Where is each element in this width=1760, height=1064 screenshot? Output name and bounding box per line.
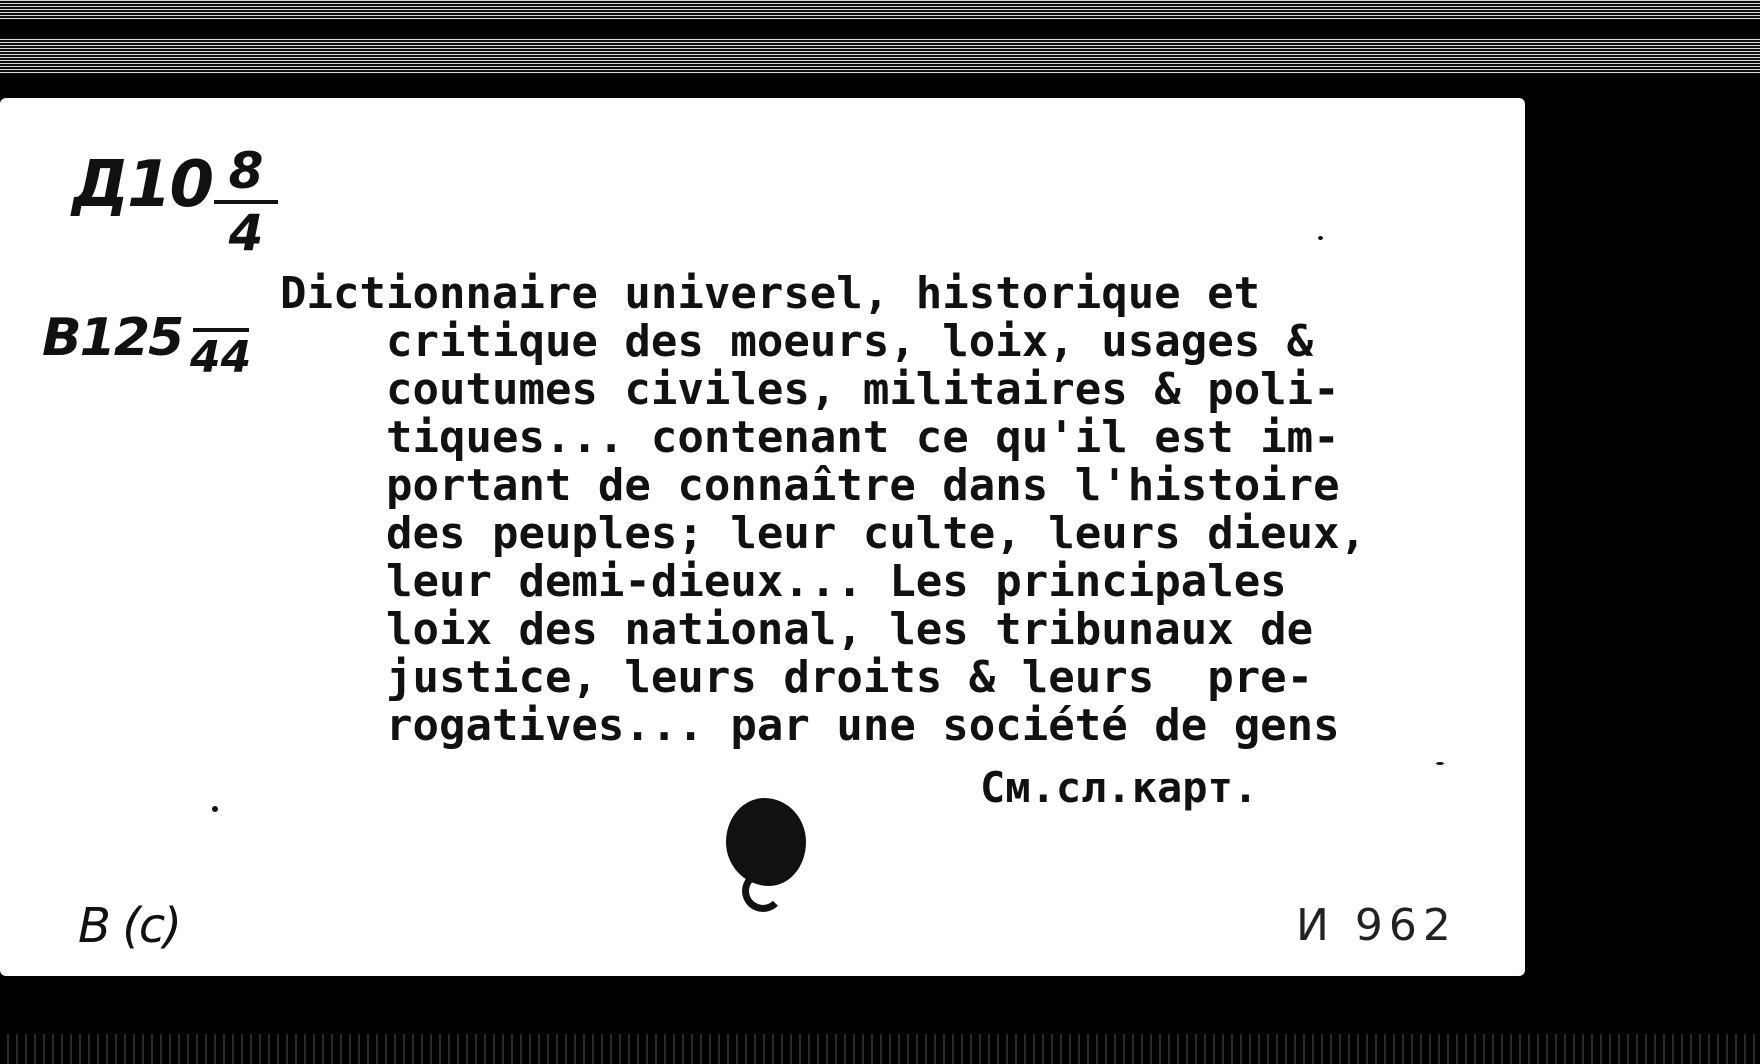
secondary-fraction-denominator: 44 <box>190 332 252 383</box>
title-line: tiques... contenant ce qu'il est im- <box>386 412 1340 463</box>
secondary-fraction <box>190 310 252 383</box>
bottom-right-mark: И 962 <box>1296 900 1457 951</box>
catalog-card <box>0 98 1525 976</box>
title-line: critique des moeurs, loix, usages & <box>386 316 1314 367</box>
title-line: des peuples; leur culte, leurs dieux, <box>386 508 1367 559</box>
title-line: loix des national, les tribunaux de <box>386 604 1314 655</box>
call-fraction-denominator: 4 <box>228 204 264 262</box>
see-next-card-note: См.сл.карт. <box>980 763 1259 812</box>
scan-band <box>0 20 1760 38</box>
title-first-line: Dictionnaire universel, historique et <box>280 268 1261 319</box>
secondary-call-number: В125 <box>42 308 183 368</box>
scan-band <box>0 74 1760 82</box>
call-number: Д10 <box>72 148 213 222</box>
ink-speck <box>1436 762 1444 765</box>
title-line: justice, leurs droits & leurs pre- <box>386 652 1314 703</box>
title-line: portant de connaître dans l'histoire <box>386 460 1340 511</box>
scan-noise-bottom <box>0 1034 1760 1064</box>
title-line: rogatives... par une société de gens <box>386 700 1340 751</box>
punch-hole-tear <box>742 870 784 912</box>
title-line: coutumes civiles, militaires & poli- <box>386 364 1340 415</box>
call-fraction-numerator: 8 <box>228 142 264 200</box>
ink-speck <box>1318 236 1323 240</box>
ink-speck <box>212 806 218 812</box>
title-continuation <box>386 318 1366 750</box>
title-line: leur demi-dieux... Les principales <box>386 556 1287 607</box>
call-fraction <box>214 142 278 262</box>
bottom-left-mark: В (с) <box>78 898 181 954</box>
scan-noise-top <box>0 0 1760 82</box>
